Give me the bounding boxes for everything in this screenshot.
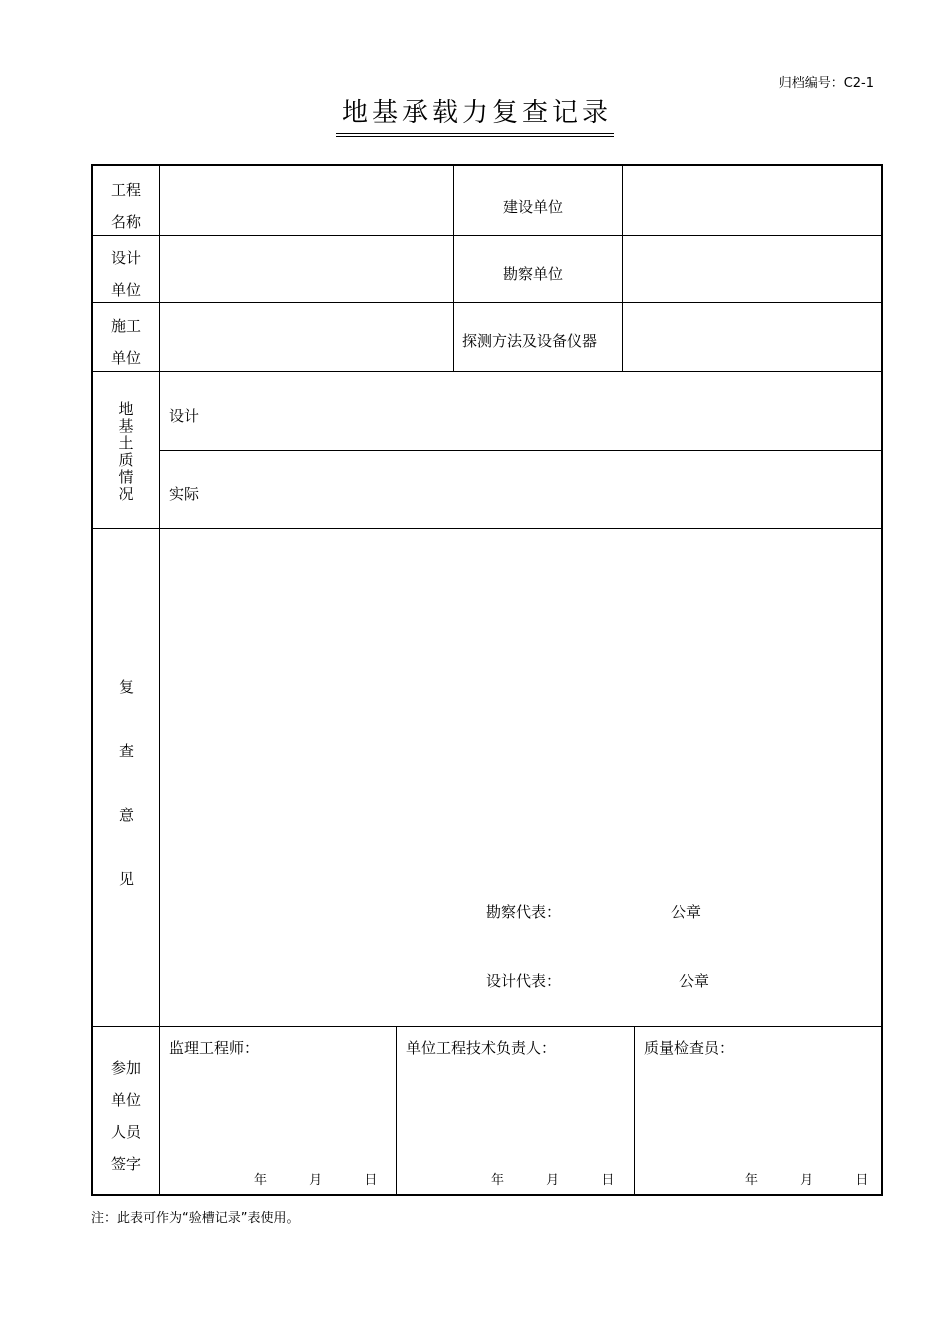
row-divider [93,528,881,529]
col-divider [396,1026,397,1194]
label-signers: 参加单位人员签字 [110,1059,141,1173]
label-review-char: 查 [119,742,135,760]
row-divider [93,371,881,372]
year-label: 年 [745,1173,759,1188]
survey-seal-label: 公章 [671,903,702,921]
row-divider [159,450,881,451]
col-divider [634,1026,635,1194]
archive-number: 归档编号：C2-1 [778,76,874,91]
page-title: 地基承载力复查记录 [336,92,614,137]
design-seal-label: 公章 [679,972,710,990]
label-survey-unit: 勘察单位 [503,265,564,283]
month-label: 月 [546,1173,560,1188]
month-label: 月 [800,1173,814,1188]
col-divider [159,166,160,1194]
row-divider [93,302,881,303]
year-label: 年 [254,1173,268,1188]
day-label: 日 [601,1173,615,1188]
date-inspector [745,1169,868,1188]
inspector-label: 质量检查员： [644,1039,735,1057]
label-design-unit: 设计单位 [110,249,141,299]
footnote: 注：此表可作为“验槽记录”表使用。 [91,1211,300,1226]
label-method: 探测方法及设备仪器 [462,332,598,350]
tech-lead-label: 单位工程技术负责人： [406,1039,557,1057]
month-label: 月 [309,1173,323,1188]
row-divider [93,235,881,236]
date-supervisor [254,1169,377,1188]
label-project-name: 工程名称 [110,181,141,231]
label-review-char: 见 [119,870,135,888]
col-divider [622,166,623,371]
label-review-char: 意 [119,806,135,824]
label-soil-design: 设计 [169,407,200,425]
date-tech-lead [491,1169,614,1188]
title-wrap [0,92,950,137]
label-builder-unit: 施工单位 [110,317,141,367]
day-label: 日 [364,1173,378,1188]
label-construction-unit: 建设单位 [503,198,564,216]
label-review-char: 复 [119,678,135,696]
row-divider [93,1026,881,1027]
label-soil-condition: 地基土质情况 [118,400,134,503]
survey-rep-label: 勘察代表： [486,903,562,921]
record-form [91,164,883,1196]
day-label: 日 [855,1173,869,1188]
label-soil-actual: 实际 [169,485,200,503]
design-rep-label: 设计代表： [486,972,562,990]
supervisor-label: 监理工程师： [169,1039,260,1057]
col-divider [453,166,454,371]
year-label: 年 [491,1173,505,1188]
